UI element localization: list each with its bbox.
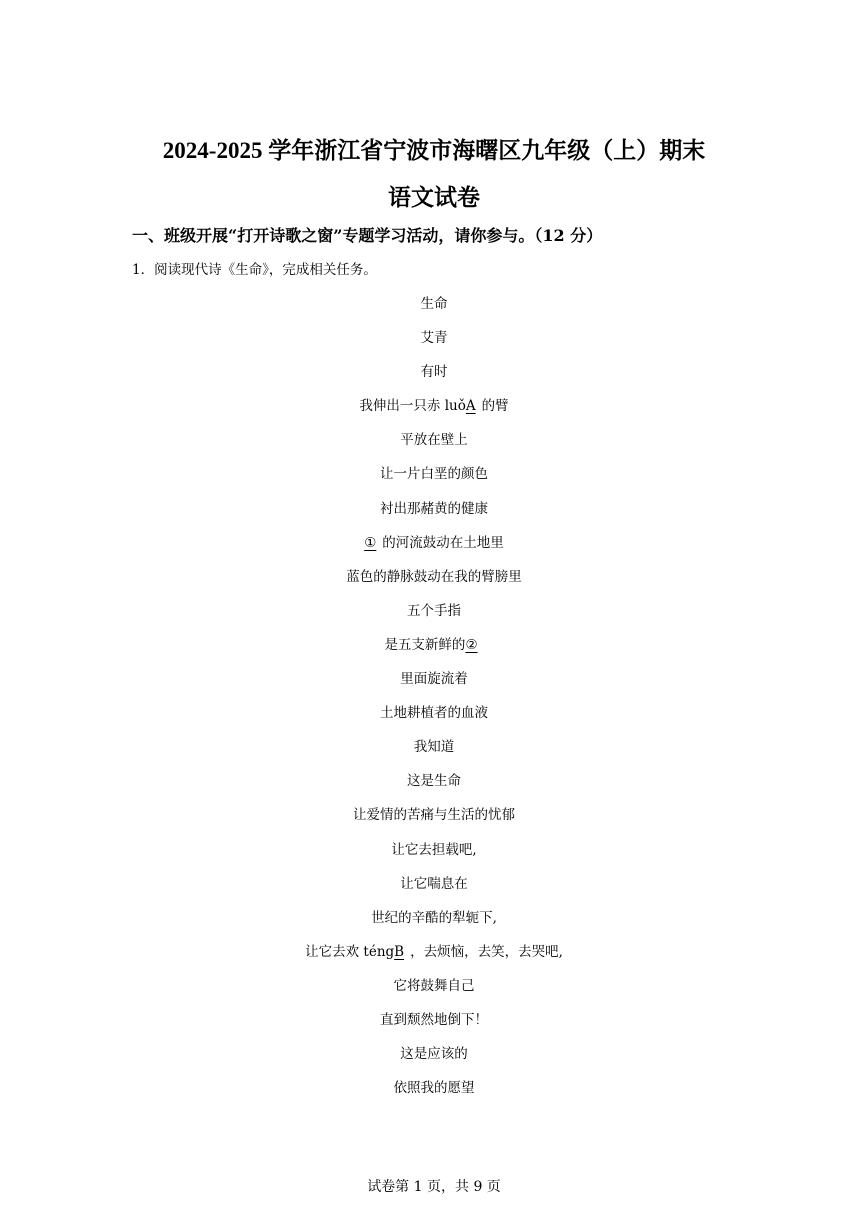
section-heading: 一、班级开展“打开诗歌之窗”专题学习活动，请你参与。（12 分） [132,226,603,245]
poem-line: 有时 [420,364,448,381]
poem-line-text: 的臂 [481,398,509,415]
poem-line: 让它喘息在 [400,875,468,892]
poem-title: 生命 [420,296,448,312]
poem-line-text: 的河流鼓动在土地里 [382,534,504,551]
fill-blank: B [394,943,405,960]
poem-line: 让它去担载吧, [391,841,477,858]
poem-line: 它将鼓舞自己 [393,977,475,994]
poem-line: 让一片白垩的颜色 [380,466,488,483]
poem-line: 平放在壁上 [400,432,468,449]
fill-blank: ① [364,534,377,551]
poem-line: 让爱情的苦痛与生活的忧郁 [353,807,515,824]
poem-line: 五个手指 [407,602,461,619]
poem [0,290,868,1108]
poem-line: 这是生命 [407,773,461,790]
poem-line-text: 是五支新鲜的 [384,636,466,653]
poem-line-text: 我伸出一只赤 luǒ [359,398,466,415]
poem-line [0,529,868,563]
poem-line: 直到颓然地倒下！ [380,1011,488,1028]
poem-line [0,938,868,972]
exam-title-line2: 语文试卷 [388,185,480,210]
question-prompt: 1．阅读现代诗《生命》，完成相关任务。 [132,262,377,278]
poem-line: 衬出那赭黄的健康 [380,500,488,517]
poem-line: 我知道 [413,739,455,756]
poem-line: 里面旋流着 [400,671,468,688]
poem-line: 世纪的辛酷的犁轭下, [371,909,497,926]
poem-line-text: ，去烦恼，去笑，去哭吧, [410,943,563,960]
poem-line: 依照我的愿望 [393,1080,475,1097]
poem-line [0,392,868,426]
page-footer: 试卷第 1 页，共 9 页 [367,1179,501,1195]
exam-title-line1: 2024-2025 学年浙江省宁波市海曙区九年级（上）期末 [162,138,706,163]
fill-blank: ② [465,636,478,653]
poem-line-text: 让它去欢 téng [305,943,395,960]
fill-blank: A [465,398,476,415]
poem-line: 这是应该的 [400,1046,468,1063]
poem-line [0,631,868,665]
poem-body [0,358,868,1108]
poem-author: 艾青 [420,330,448,347]
poem-line: 蓝色的静脉鼓动在我的臂膀里 [346,568,522,585]
poem-line: 土地耕植者的血液 [380,705,488,722]
